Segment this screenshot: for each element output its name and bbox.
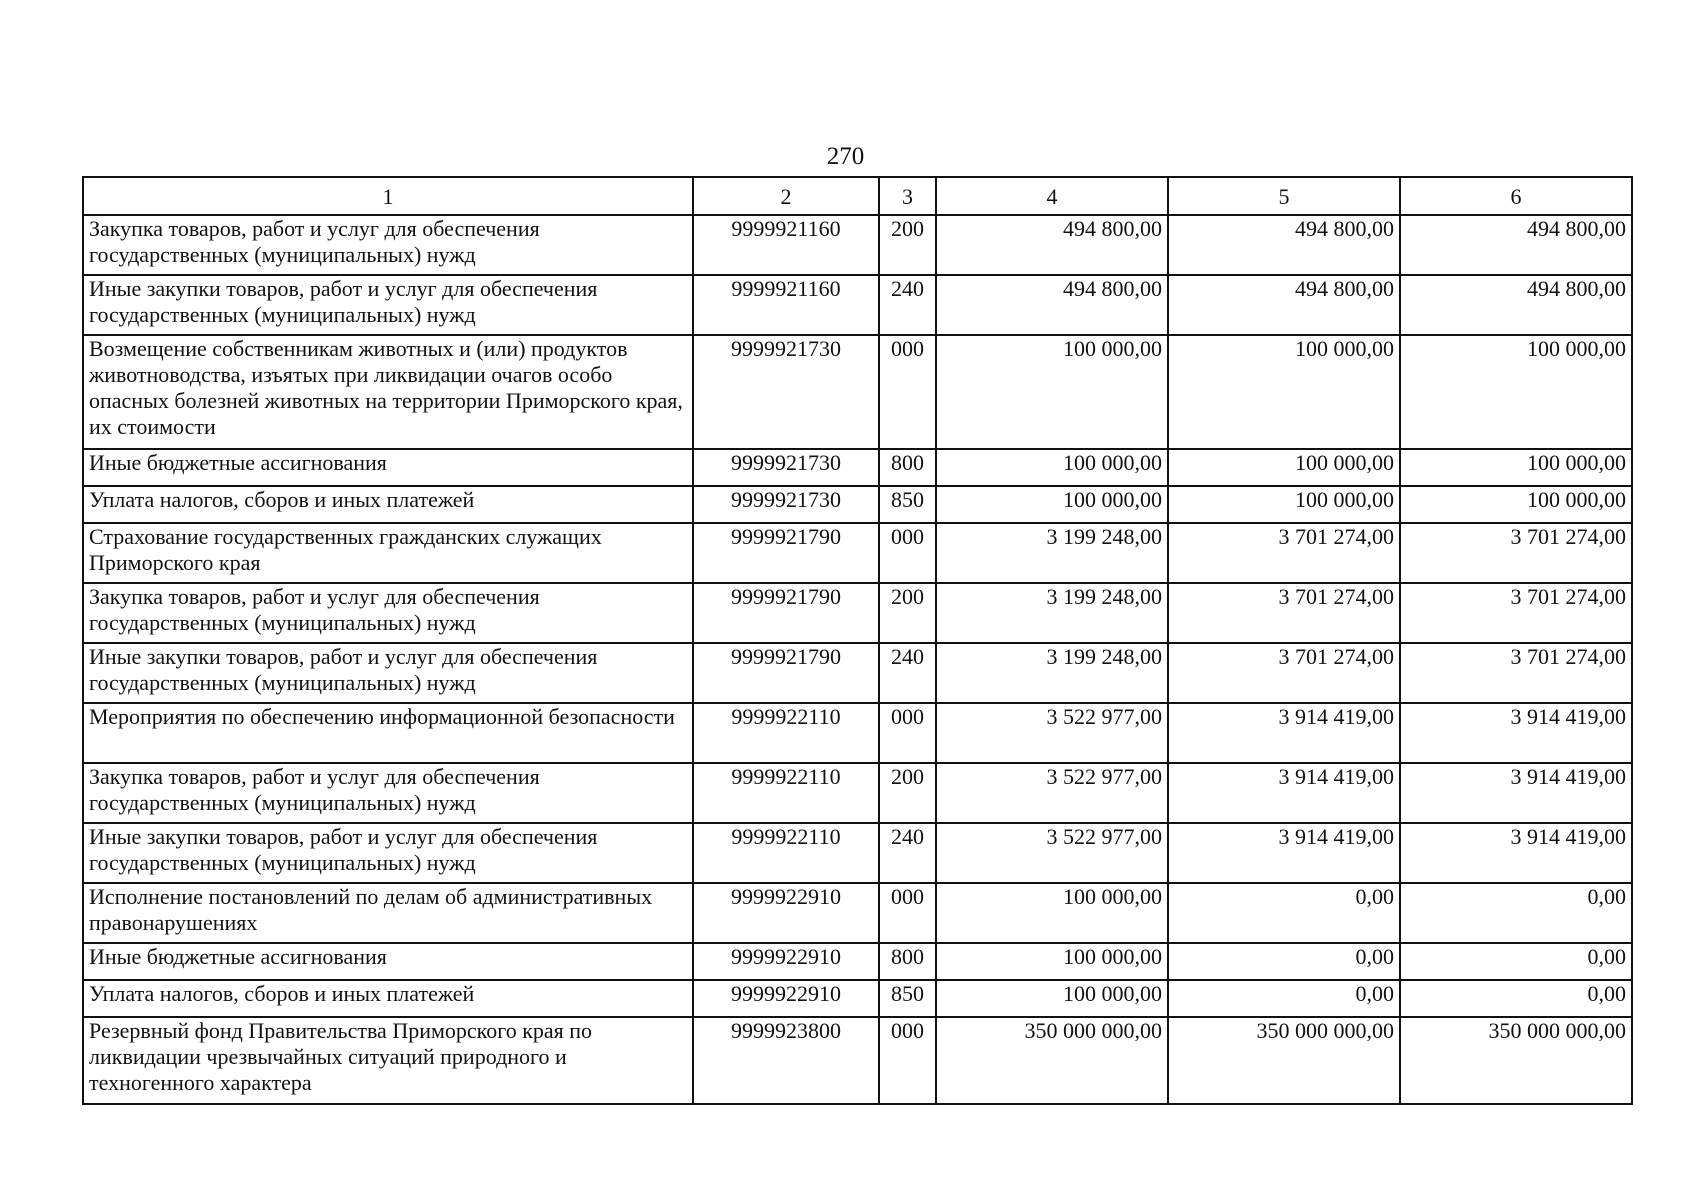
amount-col-6: 3 701 274,00: [1400, 583, 1632, 643]
amount-col-6: 3 914 419,00: [1400, 823, 1632, 883]
table-row: [83, 275, 1632, 335]
column-header-6: 6: [1400, 177, 1632, 215]
item-name: Иные бюджетные ассигнования: [83, 449, 693, 486]
target-code: 9999921790: [693, 523, 879, 583]
amount-col-5: 3 914 419,00: [1168, 823, 1400, 883]
target-code: 9999922910: [693, 883, 879, 943]
amount-col-6: 350 000 000,00: [1400, 1017, 1632, 1104]
target-code: 9999921790: [693, 583, 879, 643]
amount-col-5: 0,00: [1168, 943, 1400, 980]
column-header-2: 2: [693, 177, 879, 215]
item-name: Иные закупки товаров, работ и услуг для обеспечения государственных (муниципальных) нужд: [83, 275, 693, 335]
amount-col-5: 0,00: [1168, 883, 1400, 943]
item-name: Уплата налогов, сборов и иных платежей: [83, 486, 693, 523]
table-row: [83, 335, 1632, 449]
item-name: Иные закупки товаров, работ и услуг для обеспечения государственных (муниципальных) нужд: [83, 643, 693, 703]
amount-col-5: 350 000 000,00: [1168, 1017, 1400, 1104]
target-code: 9999922110: [693, 823, 879, 883]
amount-col-6: 100 000,00: [1400, 449, 1632, 486]
expense-type: 800: [879, 449, 936, 486]
column-header-1: 1: [83, 177, 693, 215]
column-header-3: 3: [879, 177, 936, 215]
table-row: [83, 215, 1632, 275]
expense-type: 000: [879, 335, 936, 449]
amount-col-6: 3 701 274,00: [1400, 523, 1632, 583]
target-code: 9999922110: [693, 703, 879, 763]
item-name: Уплата налогов, сборов и иных платежей: [83, 980, 693, 1017]
amount-col-6: 3 914 419,00: [1400, 763, 1632, 823]
item-name: Закупка товаров, работ и услуг для обеспечения государственных (муниципальных) нужд: [83, 583, 693, 643]
expense-type: 000: [879, 1017, 936, 1104]
amount-col-4: 494 800,00: [936, 275, 1168, 335]
amount-col-4: 3 522 977,00: [936, 703, 1168, 763]
target-code: 9999922910: [693, 943, 879, 980]
amount-col-5: 494 800,00: [1168, 275, 1400, 335]
expense-type: 200: [879, 215, 936, 275]
target-code: 9999922110: [693, 763, 879, 823]
expense-type: 800: [879, 943, 936, 980]
amount-col-5: 3 701 274,00: [1168, 523, 1400, 583]
target-code: 9999921790: [693, 643, 879, 703]
expense-type: 850: [879, 486, 936, 523]
expense-type: 000: [879, 703, 936, 763]
amount-col-5: 3 701 274,00: [1168, 583, 1400, 643]
amount-col-6: 100 000,00: [1400, 486, 1632, 523]
item-name: Возмещение собственникам животных и (или) продуктов животноводства, изъятых при ликвидации очагов особо опасных болезней животных на территории Приморского края, их стоимости: [83, 335, 693, 449]
amount-col-5: 3 914 419,00: [1168, 703, 1400, 763]
amount-col-5: 494 800,00: [1168, 215, 1400, 275]
target-code: 9999922910: [693, 980, 879, 1017]
item-name: Иные бюджетные ассигнования: [83, 943, 693, 980]
header-row: [83, 177, 1632, 215]
expense-type: 000: [879, 883, 936, 943]
table-row: [83, 1017, 1632, 1104]
target-code: 9999921730: [693, 449, 879, 486]
expense-type: 240: [879, 823, 936, 883]
amount-col-4: 350 000 000,00: [936, 1017, 1168, 1104]
expense-type: 200: [879, 583, 936, 643]
table-row: [83, 643, 1632, 703]
amount-col-6: 100 000,00: [1400, 335, 1632, 449]
amount-col-6: 3 914 419,00: [1400, 703, 1632, 763]
table-row: [83, 486, 1632, 523]
item-name: Исполнение постановлений по делам об административных правонарушениях: [83, 883, 693, 943]
item-name: Мероприятия по обеспечению информационной безопасности: [83, 703, 693, 763]
amount-col-4: 3 199 248,00: [936, 523, 1168, 583]
amount-col-6: 0,00: [1400, 943, 1632, 980]
expense-type: 240: [879, 643, 936, 703]
table-row: [83, 703, 1632, 763]
amount-col-4: 3 522 977,00: [936, 823, 1168, 883]
page-number: 270: [826, 143, 865, 170]
amount-col-5: 0,00: [1168, 980, 1400, 1017]
amount-col-4: 100 000,00: [936, 449, 1168, 486]
item-name: Страхование государственных гражданских служащих Приморского края: [83, 523, 693, 583]
amount-col-6: 494 800,00: [1400, 275, 1632, 335]
table-row: [83, 980, 1632, 1017]
table-row: [83, 943, 1632, 980]
table-row: [83, 763, 1632, 823]
column-header-4: 4: [936, 177, 1168, 215]
amount-col-4: 100 000,00: [936, 943, 1168, 980]
item-name: Закупка товаров, работ и услуг для обеспечения государственных (муниципальных) нужд: [83, 215, 693, 275]
expense-type: 240: [879, 275, 936, 335]
table-row: [83, 583, 1632, 643]
target-code: 9999921160: [693, 215, 879, 275]
budget-table: [82, 176, 1633, 1105]
expense-type: 850: [879, 980, 936, 1017]
target-code: 9999921730: [693, 486, 879, 523]
table-row: [83, 823, 1632, 883]
amount-col-5: 3 701 274,00: [1168, 643, 1400, 703]
item-name: Резервный фонд Правительства Приморского края по ликвидации чрезвычайных ситуаций природного и техногенного характера: [83, 1017, 693, 1104]
amount-col-4: 3 199 248,00: [936, 643, 1168, 703]
item-name: Иные закупки товаров, работ и услуг для обеспечения государственных (муниципальных) нужд: [83, 823, 693, 883]
amount-col-4: 100 000,00: [936, 335, 1168, 449]
amount-col-5: 100 000,00: [1168, 449, 1400, 486]
table-row: [83, 883, 1632, 943]
amount-col-6: 0,00: [1400, 883, 1632, 943]
amount-col-5: 100 000,00: [1168, 335, 1400, 449]
expense-type: 000: [879, 523, 936, 583]
column-header-5: 5: [1168, 177, 1400, 215]
amount-col-4: 100 000,00: [936, 486, 1168, 523]
amount-col-4: 3 199 248,00: [936, 583, 1168, 643]
item-name: Закупка товаров, работ и услуг для обеспечения государственных (муниципальных) нужд: [83, 763, 693, 823]
expense-type: 200: [879, 763, 936, 823]
target-code: 9999921160: [693, 275, 879, 335]
amount-col-5: 100 000,00: [1168, 486, 1400, 523]
amount-col-6: 494 800,00: [1400, 215, 1632, 275]
amount-col-6: 0,00: [1400, 980, 1632, 1017]
target-code: 9999921730: [693, 335, 879, 449]
amount-col-4: 494 800,00: [936, 215, 1168, 275]
amount-col-4: 100 000,00: [936, 883, 1168, 943]
table-row: [83, 523, 1632, 583]
table-row: [83, 449, 1632, 486]
target-code: 9999923800: [693, 1017, 879, 1104]
amount-col-4: 100 000,00: [936, 980, 1168, 1017]
amount-col-6: 3 701 274,00: [1400, 643, 1632, 703]
amount-col-5: 3 914 419,00: [1168, 763, 1400, 823]
amount-col-4: 3 522 977,00: [936, 763, 1168, 823]
